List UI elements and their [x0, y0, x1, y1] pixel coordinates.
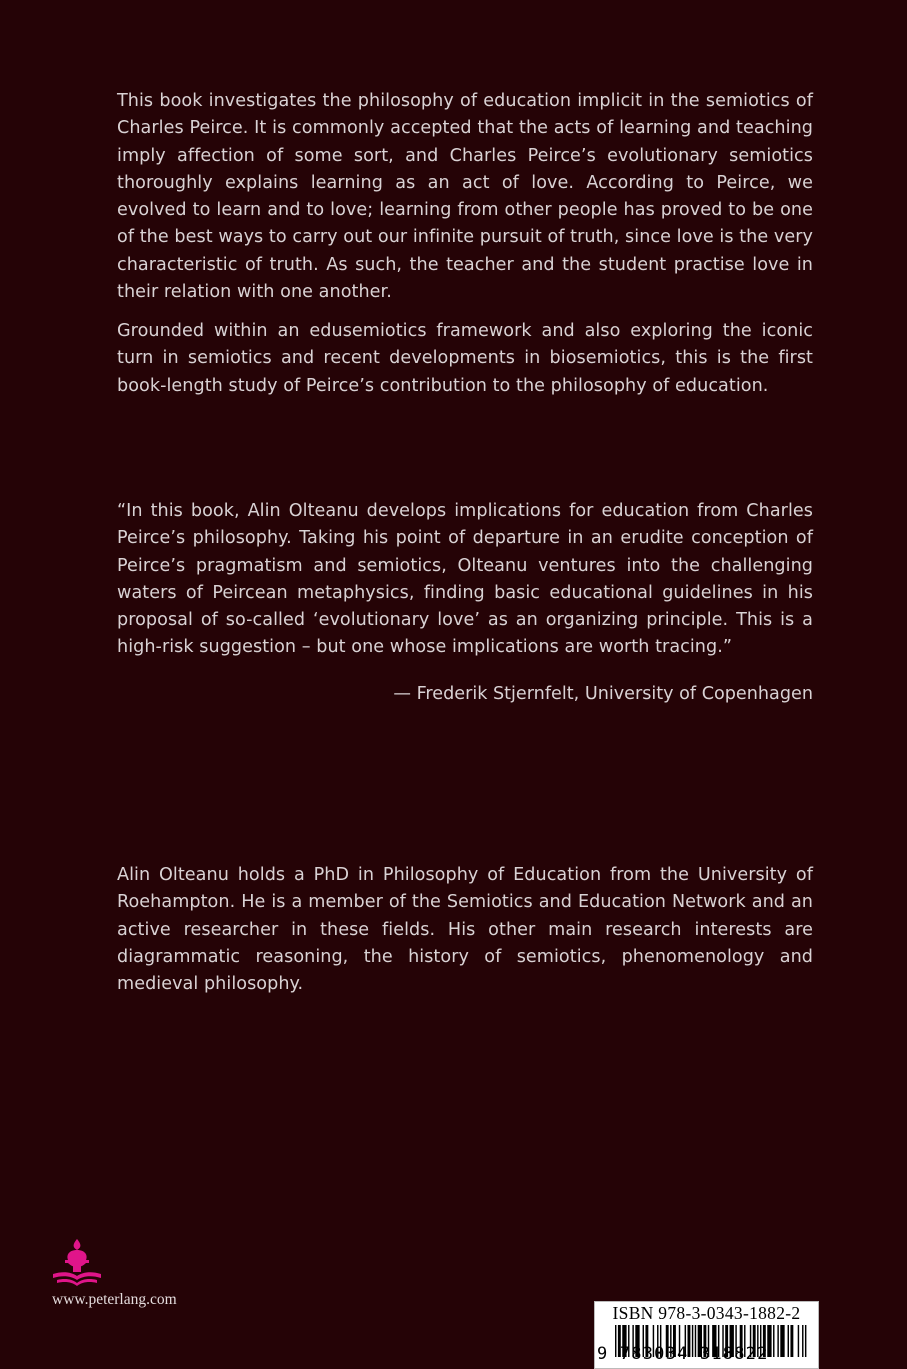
- isbn-barcode: [594, 1301, 819, 1369]
- publisher-website-link[interactable]: www.peterlang.com: [52, 1291, 177, 1308]
- endorsement-quote: “In this book, Alin Olteanu develops implications for education from Charles Peirce’s philosophy. Taking his point of departure in an erudite conception of Peirce’s pragmatism and semiotics, Olteanu ventures into the challenging waters of Peircean metaphysics, finding basic educational guidelines in his proposal of so-called ‘evolutionary love’ as an organizing principle. This is a high-risk suggestion – but one whose implications are worth tracing.”: [117, 501, 813, 658]
- endorsement-attribution: — Frederik Stjernfelt, University of Copenhagen: [393, 684, 813, 704]
- barcode-digits: 9 783034 318822: [597, 1344, 769, 1364]
- author-bio: Alin Olteanu holds a PhD in Philosophy of Education from the University of Roehampton. He is a member of the Semiotics and Education Network and an active researcher in these fields. His other main research interests are diagrammatic reasoning, the history of semiotics, phenomenology and medieval philosophy.: [117, 865, 813, 995]
- isbn-label: ISBN 978-3-0343-1882-2: [612, 1303, 801, 1323]
- description-paragraph-1: This book investigates the philosophy of education implicit in the semiotics of Charles Peirce. It is commonly accepted that the acts of learning and teaching imply affection of some sort, and Charles Peirce’s evolutionary semiotics thoroughly explains learning as an act of love. According to Peirce, we evolved to learn and to love; learning from other people has proved to be one of the best ways to carry out our infinite pursuit of truth, since love is the very characteristic of truth. As such, the teacher and the student practise love in their relation with one another.: [117, 91, 813, 303]
- description-paragraph-2: Grounded within an edusemiotics framework and also exploring the iconic turn in semiotics and recent developments in biosemiotics, this is the first book-length study of Peirce’s contribution to the philosophy of education.: [117, 321, 813, 396]
- peter-lang-logo-icon: [47, 1238, 107, 1288]
